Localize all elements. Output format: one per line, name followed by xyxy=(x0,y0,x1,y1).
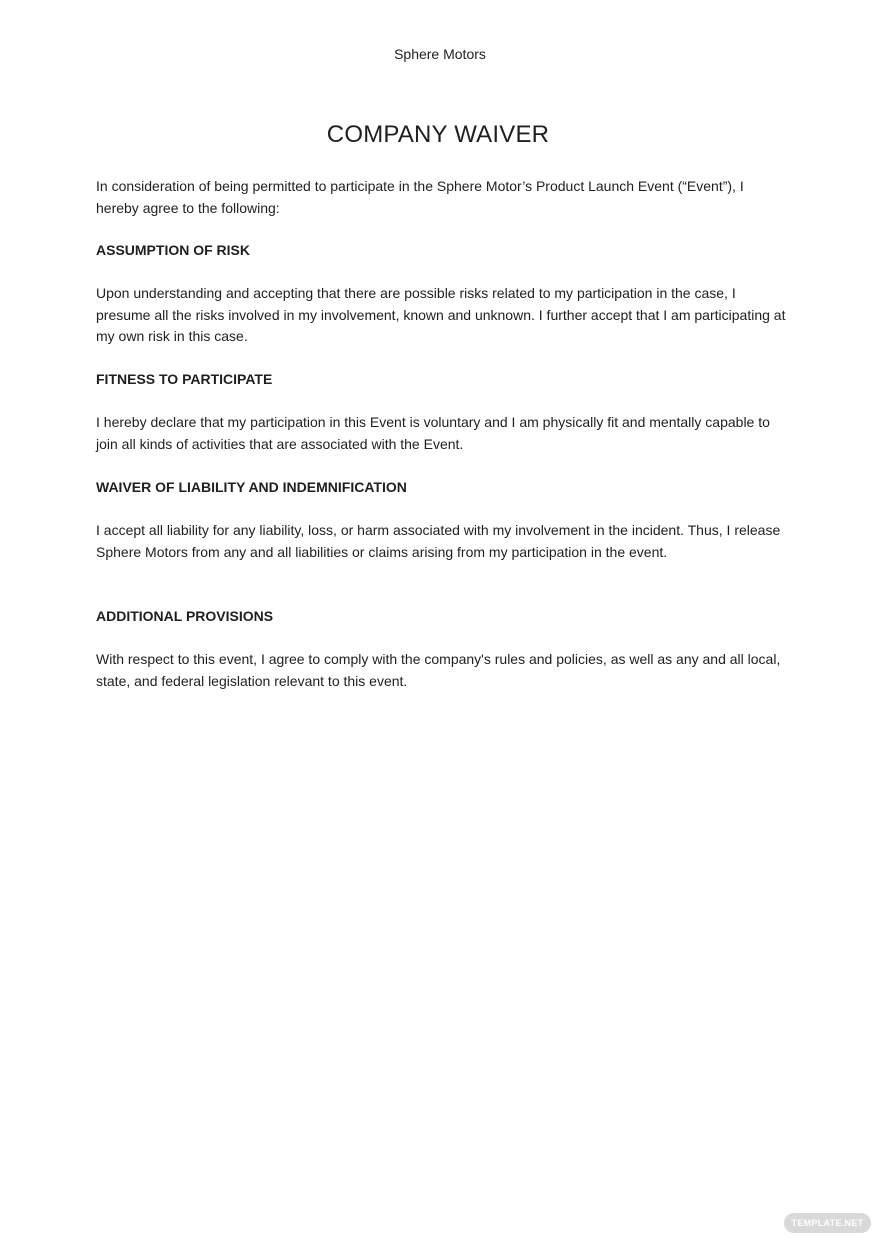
section-text-assumption-of-risk: Upon understanding and accepting that there are possible risks related to my participation in the case, I presume all the risks involved in my involvement, known and unknown. I further accept that I am participating at my own risk in this case. xyxy=(96,285,786,344)
section-heading-assumption-of-risk: ASSUMPTION OF RISK xyxy=(96,242,251,258)
section-text-waiver-of-liability: I accept all liability for any liability, loss, or harm associated with my involvement in the incident. Thus, I release Sphere Motors from any and all liabilities or claims arising from my participation in the event. xyxy=(96,522,781,560)
section-heading-waiver-of-liability: WAIVER OF LIABILITY AND INDEMNIFICATION xyxy=(96,479,407,495)
watermark-badge: TEMPLATE.NET xyxy=(784,1213,871,1233)
intro-paragraph: In consideration of being permitted to participate in the Sphere Motor’s Product Launch Event (“Event”), I hereby agree to the following: xyxy=(96,178,744,216)
document-title: COMPANY WAIVER xyxy=(326,121,550,148)
section-text-fitness: I hereby declare that my participation in this Event is voluntary and I am physically fit and mentally capable to join all kinds of activities that are associated with the Event. xyxy=(96,414,770,452)
section-text-additional-provisions: With respect to this event, I agree to comply with the company's rules and policies, as well as any and all local, state, and federal legislation relevant to this event. xyxy=(96,651,781,689)
section-heading-additional-provisions: ADDITIONAL PROVISIONS xyxy=(96,608,274,624)
company-name: Sphere Motors xyxy=(394,46,486,62)
section-heading-fitness: FITNESS TO PARTICIPATE xyxy=(96,371,273,387)
